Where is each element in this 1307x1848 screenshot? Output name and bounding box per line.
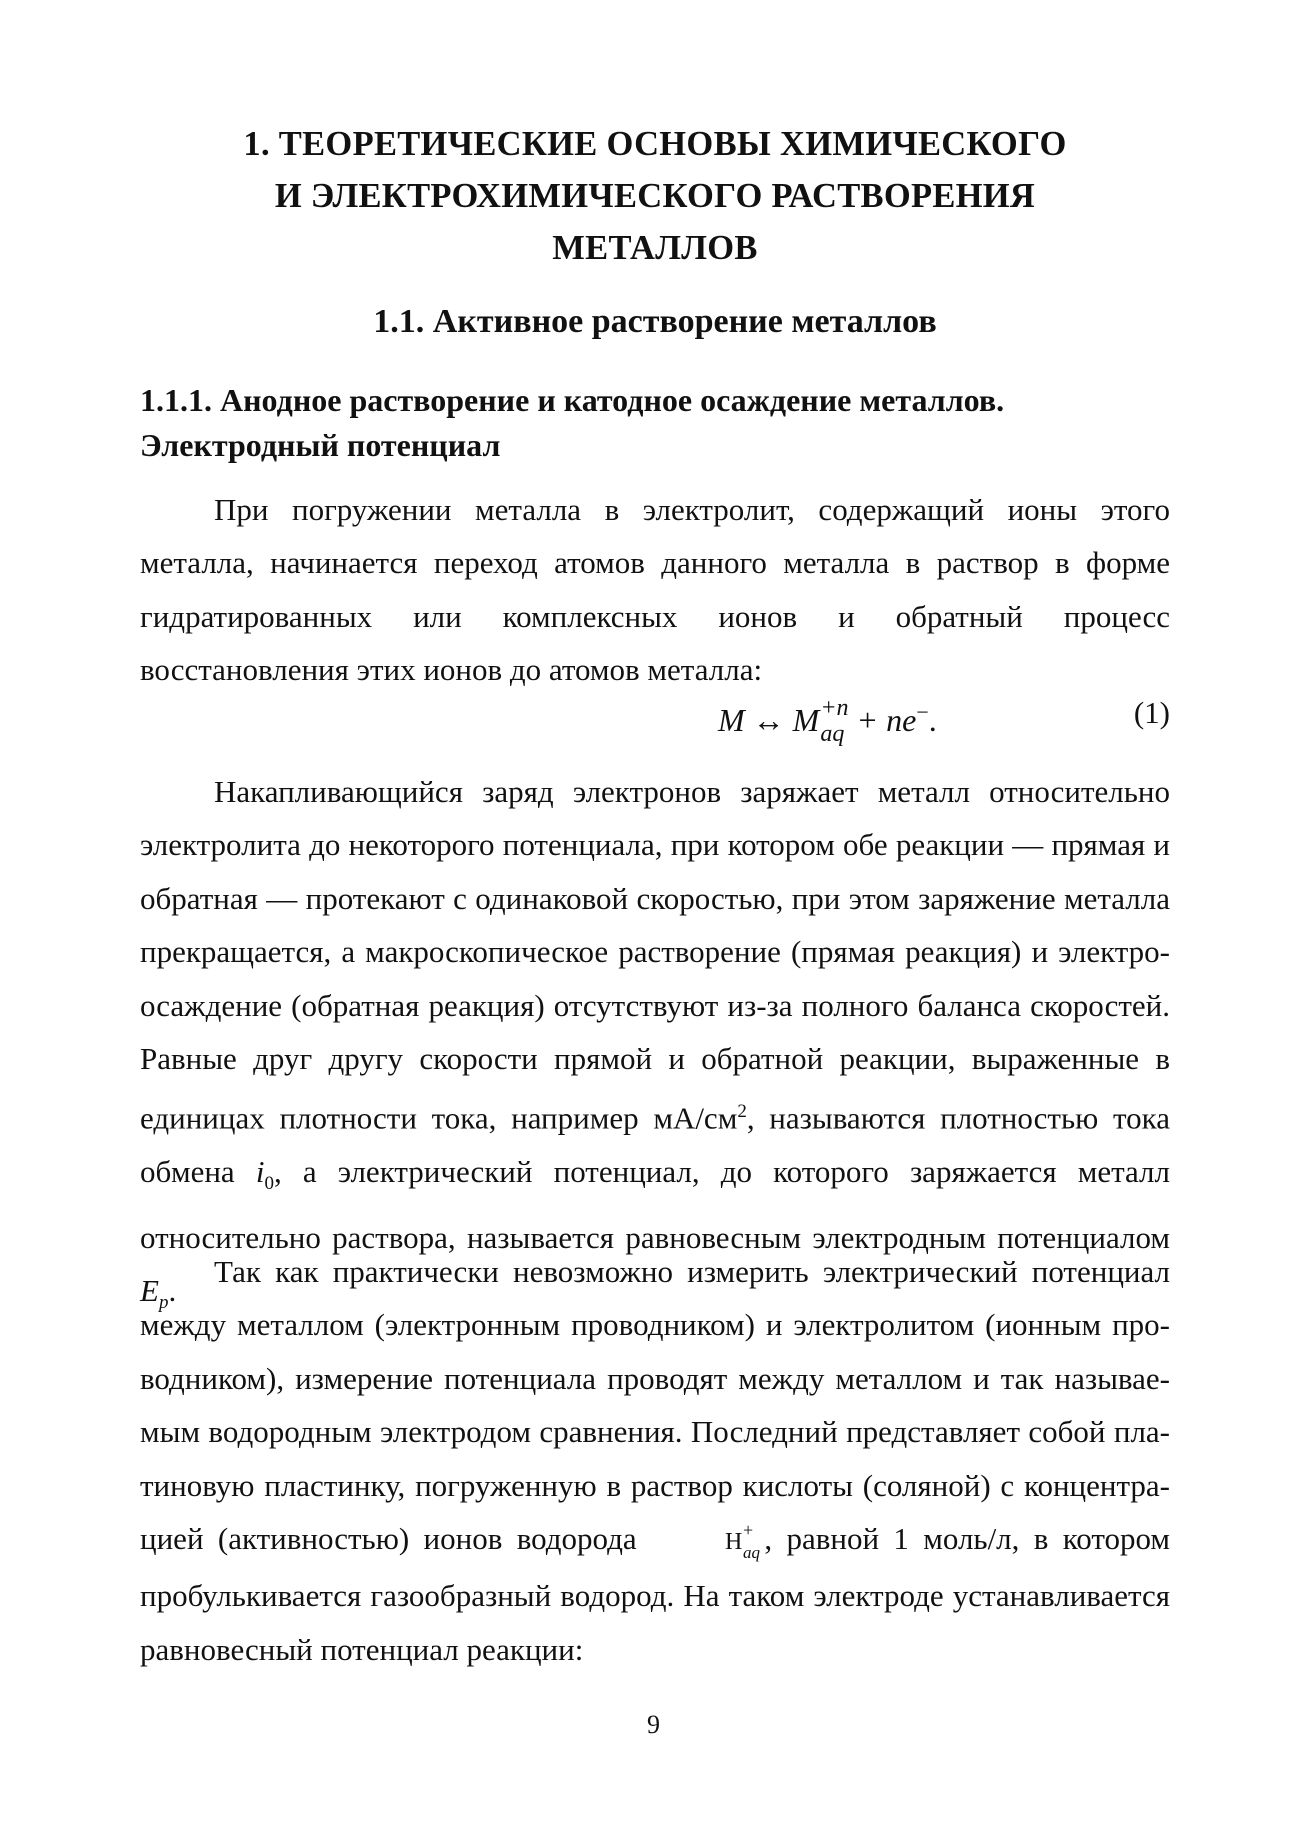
equilibrium-potential-symbol: E: [140, 1273, 159, 1309]
equation-superscript: +n: [820, 695, 849, 721]
paragraph-3-part-2: , равной 1 моль/л, в котором пробулькивается газообразный водород. На таком электроде устанавливается равновесный потенциал реакции:: [140, 1521, 1170, 1667]
chapter-title: [140, 118, 1170, 274]
unit-exponent: 2: [737, 1101, 747, 1123]
equation-base: M: [792, 702, 820, 738]
equation-arrow: ↔: [752, 702, 785, 738]
paragraph-2-part-1: Накапливающийся заряд электронов заряжает металл относительно электролита до некоторого потенциала, при котором обе реакции — прямая и обратная — протекают с одинаковой скоростью, при этом заряжение металла прекращается, а макроскопическое растворение (прямая реакция) и электроосаждение (обратная реакция) отсутствуют из-за полного баланса скоростей. Равные друг другу скорости прямой и обратной реакции, выраженные в единицах плотности тока, например мА/см: [140, 774, 1170, 1136]
equation-rest: + ne: [856, 702, 917, 738]
chapter-title-line-2: И ЭЛЕКТРОХИМИЧЕСКОГО РАСТВОРЕНИЯ: [274, 177, 1036, 215]
paragraph-2-part-2: , называются плотностью тока обмена: [140, 1100, 1170, 1190]
paragraph-2-part-4: .: [168, 1273, 177, 1309]
hydrogen-ion-formula: [651, 1516, 762, 1569]
subsection-title-line-1: 1.1.1. Анодное растворение и катодное осаждение металлов.: [140, 382, 1005, 418]
equation-number: (1): [1133, 695, 1170, 730]
equilibrium-potential-subscript: р: [158, 1292, 169, 1314]
equation-formula: [718, 695, 937, 747]
paragraph-2-part-3: , а электрический потенциал, до которого заряжается металл относительно раствора, называется равновесным электродным потенциалом: [140, 1154, 1170, 1255]
paragraph-3-part-1: Так как практически невозможно измерить электрический потенциал между металлом (электронным проводником) и электролитом (ионным проводником), измерение потенциала проводят между металлом и так называемым водородным электродом сравнения. Последний представляет собой платиновую пластинку, погруженную в раствор кислоты (соляной) с концентрацией (активностью) ионов водорода: [140, 1254, 1170, 1557]
equation-sup-sub: [820, 695, 848, 747]
subsection-title: [140, 378, 1170, 468]
exchange-current-symbol: i: [255, 1154, 265, 1190]
hydrogen-ion-superscript: +: [743, 1520, 754, 1541]
equation-left: M: [718, 702, 745, 738]
exchange-current-subscript: 0: [264, 1173, 274, 1195]
equation-subscript: aq: [820, 721, 845, 747]
hydrogen-ion-base: H: [725, 1529, 743, 1556]
page-number: 9: [647, 1710, 660, 1739]
equation-minus: −: [916, 699, 929, 725]
equation-end: .: [928, 702, 937, 738]
section-title: 1.1. Активное растворение металлов: [373, 303, 937, 340]
chapter-title-line-1: 1. ТЕОРЕТИЧЕСКИЕ ОСНОВЫ ХИМИЧЕСКОГО: [243, 125, 1067, 163]
paragraph-3: [140, 1245, 1170, 1676]
hydrogen-ion-subscript: aq: [743, 1543, 761, 1563]
chapter-title-line-3: МЕТАЛЛОВ: [552, 229, 758, 267]
subsection-title-line-2: Электродный потенциал: [140, 427, 501, 463]
paragraph-1: При погружении металла в электролит, содержащий ионы этого металла, начинается переход атомов данного металла в раствор в форме гидратированных или комплексных ионов и обратный процесс восстановления этих ионов до атомов металла:: [140, 492, 1170, 688]
equation-1: [140, 695, 1170, 755]
